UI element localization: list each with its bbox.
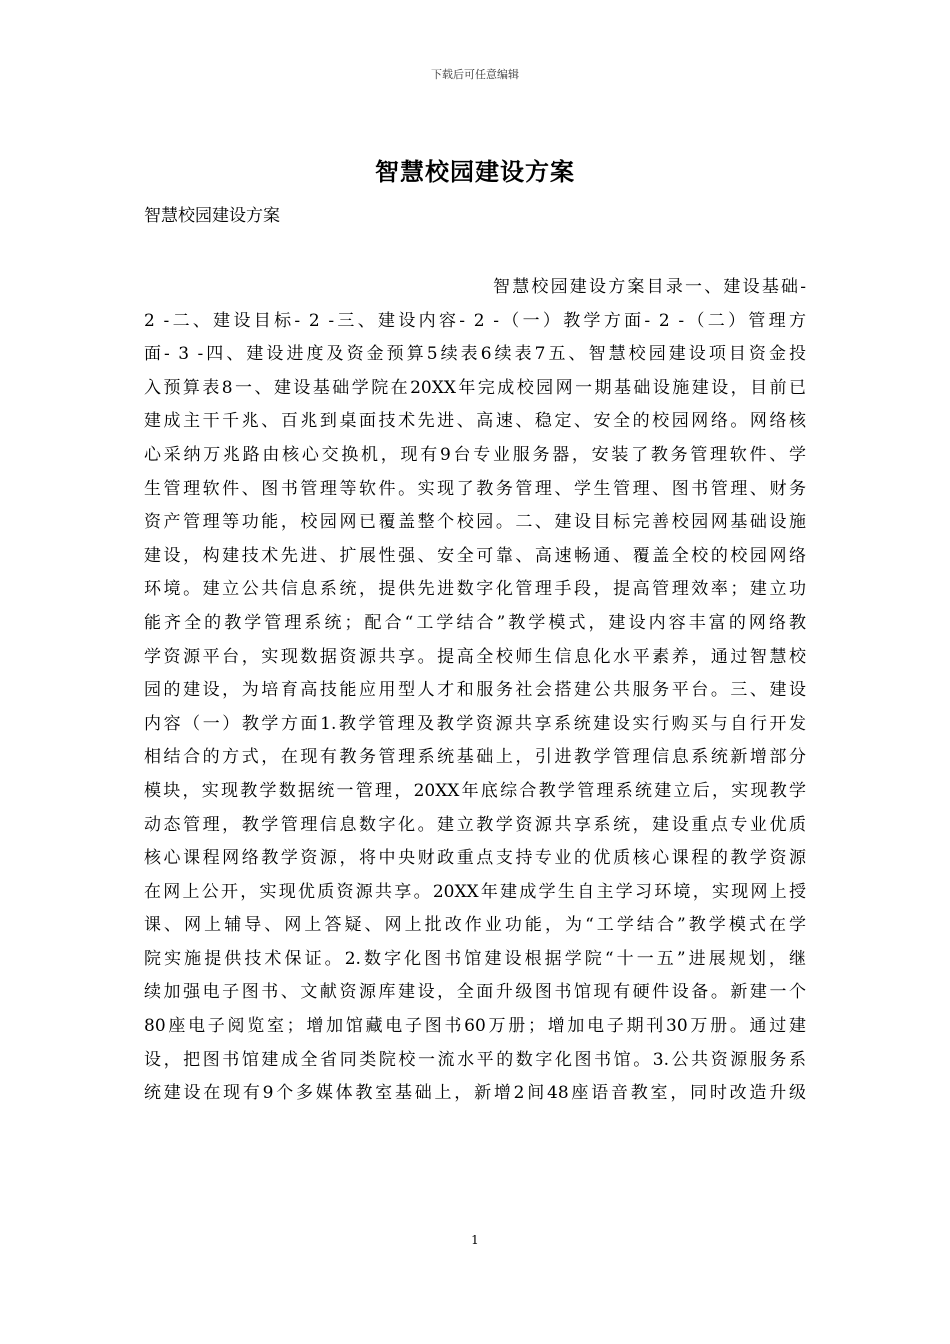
- body-line: 学资源平台，实现数据资源共享。提高全校师生信息化水平素养，通过智慧校: [144, 646, 806, 667]
- body-line: 能齐全的教学管理系统；配合“工学结合”教学模式，建设内容丰富的网络教: [144, 612, 806, 633]
- body-line: 建成主干千兆、百兆到桌面技术先进、高速、稳定、安全的校园网络。网络核: [144, 411, 806, 432]
- body-line: 内容（一）教学方面1.教学管理及教学资源共享系统建设实行购买与自行开发: [144, 713, 806, 734]
- body-line: 相结合的方式，在现有教务管理系统基础上，引进教学管理信息系统新增部分: [144, 747, 806, 768]
- body-line: 生管理软件、图书管理等软件。实现了教务管理、学生管理、图书管理、财务: [144, 478, 806, 499]
- body-line: 2 -二、建设目标- 2 -三、建设内容- 2 -（一）教学方面- 2 -（二）管理方: [144, 310, 806, 331]
- body-line: 智慧校园建设方案目录一、建设基础-: [493, 277, 806, 297]
- body-line: 设，把图书馆建成全省同类院校一流水平的数字化图书馆。3.公共资源服务系: [144, 1049, 806, 1070]
- body-line: 面- 3 -四、建设进度及资金预算5续表6续表7五、智慧校园建设项目资金投: [144, 344, 806, 365]
- document-subtitle: 智慧校园建设方案: [144, 206, 280, 226]
- body-line: 模块，实现教学数据统一管理，20XX年底综合教学管理系统建立后，实现教学: [144, 780, 806, 801]
- body-line: 统建设在现有9个多媒体教室基础上，新增2间48座语音教室，同时改造升级: [144, 1083, 806, 1104]
- document-title: 智慧校园建设方案: [375, 157, 575, 186]
- body-line: 环境。建立公共信息系统，提供先进数字化管理手段，提高管理效率；建立功: [144, 579, 806, 600]
- body-line: 续加强电子图书、文献资源库建设，全面升级图书馆现有硬件设备。新建一个: [144, 982, 806, 1003]
- body-line: 80座电子阅览室；增加馆藏电子图书60万册；增加电子期刊30万册。通过建: [144, 1016, 806, 1037]
- header-note: 下载后可任意编辑: [431, 68, 519, 81]
- body-line: 核心课程网络教学资源，将中央财政重点支持专业的优质核心课程的教学资源: [144, 848, 806, 869]
- body-line: 院实施提供技术保证。2.数字化图书馆建设根据学院“十一五”进展规划，继: [144, 948, 806, 969]
- body-line: 园的建设，为培育高技能应用型人才和服务社会搭建公共服务平台。三、建设: [144, 680, 806, 701]
- body-text: [144, 271, 806, 1111]
- page-number: 1: [471, 1233, 479, 1247]
- body-line: 在网上公开，实现优质资源共享。20XX年建成学生自主学习环境，实现网上授: [144, 881, 806, 902]
- body-line: 课、网上辅导、网上答疑、网上批改作业功能，为“工学结合”教学模式在学: [144, 915, 806, 936]
- body-line: 建设，构建技术先进、扩展性强、安全可靠、高速畅通、覆盖全校的校园网络: [144, 545, 806, 566]
- body-line: 资产管理等功能，校园网已覆盖整个校园。二、建设目标完善校园网基础设施: [144, 512, 806, 533]
- body-line: 心采纳万兆路由核心交换机，现有9台专业服务器，安装了教务管理软件、学: [144, 444, 806, 465]
- body-line: 动态管理，教学管理信息数字化。建立教学资源共享系统，建设重点专业优质: [144, 814, 806, 835]
- body-line: 入预算表8一、建设基础学院在20XX年完成校园网一期基础设施建设，目前已: [144, 377, 806, 398]
